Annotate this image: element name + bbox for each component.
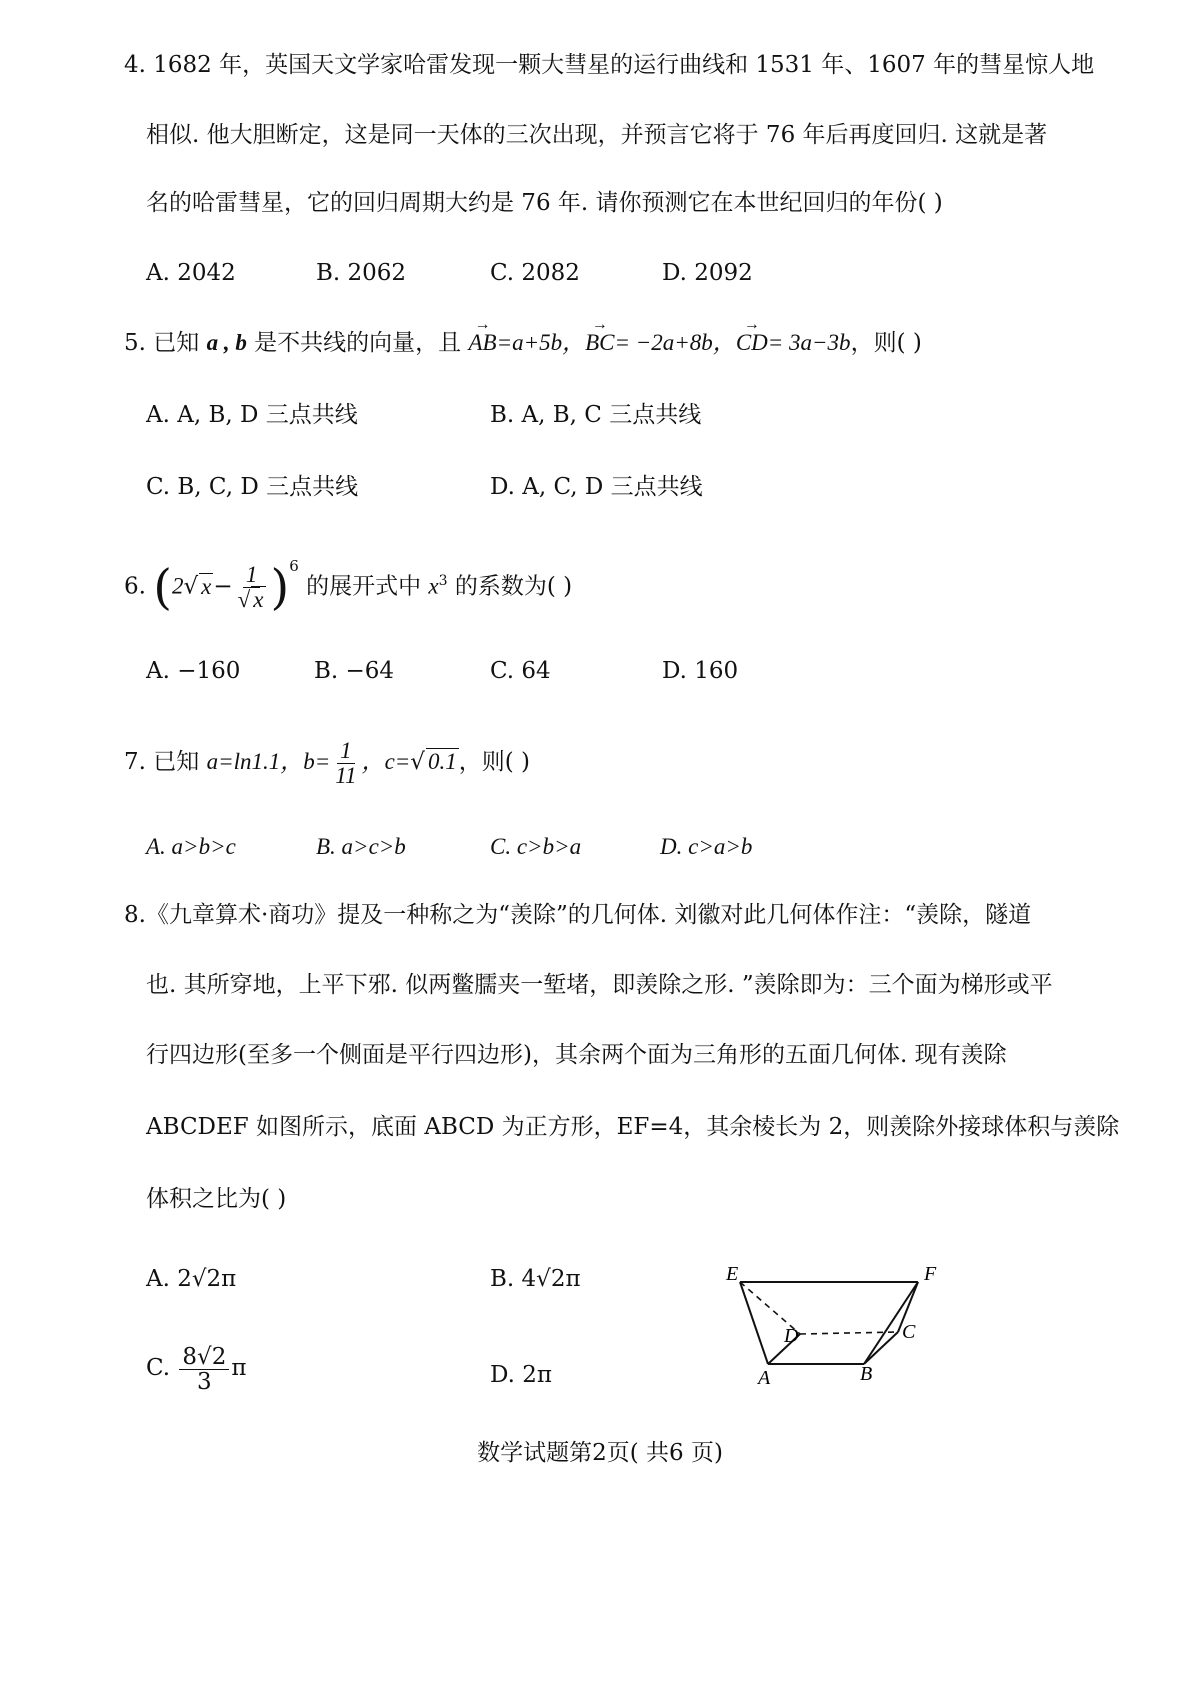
q5-prefix: 5. 已知	[124, 330, 207, 356]
q4-option-d: D. 2092	[662, 260, 753, 286]
q8-option-c-pi: π	[231, 1355, 247, 1381]
q7-prefix: 7. 已知	[124, 749, 207, 775]
q7-b-den: 11	[335, 762, 357, 788]
q5-AB-expr: =a+5b，	[496, 330, 586, 355]
q6-option-b: B. −64	[314, 658, 395, 684]
q4-option-a: A. 2042	[146, 260, 236, 286]
label-A: A	[758, 1367, 771, 1388]
q5-vector-CD: → CD	[736, 326, 768, 360]
q8-option-c-label: C.	[146, 1355, 171, 1381]
q8-option-b: B. 4√2π	[490, 1266, 581, 1292]
q8-line-4: ABCDEF 如图所示，底面 ABCD 为正方形，EF=4，其余棱长为 2，则羡除外接球体积与羡除	[146, 1114, 1120, 1140]
q5-mid: 是不共线的向量，且	[246, 330, 469, 356]
q6-right-paren: )	[270, 559, 290, 616]
q4-option-b: B. 2062	[316, 260, 407, 286]
label-D: D	[784, 1325, 799, 1347]
q8-option-c-fraction	[179, 1345, 229, 1394]
q5-vector-AB: → AB	[468, 326, 496, 360]
q5-vector-BC: → BC	[585, 326, 614, 360]
q8-line-3: 行四边形(至多一个侧面是平行四边形)，其余两个面为三角形的五面几何体. 现有羡除	[146, 1042, 1007, 1068]
q7-option-d: D. c>a>b	[660, 834, 753, 859]
q8-line-5: 体积之比为( )	[146, 1186, 287, 1212]
q5-BC-expr: = −2a+8b，	[614, 330, 736, 355]
q7-option-b: B. a>c>b	[316, 834, 406, 859]
q5-stem	[124, 326, 922, 360]
q5-option-a: A. A, B, D 三点共线	[146, 402, 358, 428]
q7-a-expr: a=ln1.1，b=	[206, 749, 331, 774]
q8-option-c-den: 3	[197, 1368, 212, 1395]
q6-minus: −	[213, 573, 233, 600]
label-B: B	[860, 1363, 873, 1385]
q5-option-d: D. A, C, D 三点共线	[490, 474, 703, 500]
label-C: C	[902, 1321, 916, 1343]
q6-number: 6.	[124, 573, 146, 600]
edge-EA	[740, 1282, 768, 1364]
q7-b-num: 1	[337, 739, 355, 764]
q4-option-c: C. 2082	[490, 260, 580, 286]
q6-x-base: x	[428, 573, 439, 599]
q6-x-exp: 3	[438, 573, 448, 589]
q6-option-d: D. 160	[662, 658, 739, 684]
page-footer: 数学试题第2页( 共6 页)	[477, 1440, 723, 1466]
q7-c-expr: ，c=	[361, 749, 411, 774]
q4-line-1: 4. 1682 年，英国天文学家哈雷发现一颗大彗星的运行曲线和 1531 年、1607 年的彗星惊人地	[124, 52, 1095, 78]
q7-b-fraction	[332, 739, 359, 788]
q6-text-b: 的系数为( )	[447, 573, 573, 600]
q5-option-c: C. B, C, D 三点共线	[146, 474, 359, 500]
q6-option-a: A. −160	[146, 658, 241, 684]
q7-option-a: A. a>b>c	[146, 834, 236, 859]
q6-coef: 2	[172, 573, 184, 599]
q4-line-2: 相似. 他大胆断定，这是同一天体的三次出现，并预言它将于 76 年后再度回归. 这就是著	[146, 122, 1048, 148]
q5-CD-expr: = 3a−3b	[767, 330, 851, 355]
q7-stem: 7. 已知 a=ln1.1，b= $\frac{1}{11}$ ，c=√ 0.1，则( )	[124, 737, 530, 788]
q8-option-d: D. 2π	[490, 1362, 552, 1388]
q6-left-paren: (	[153, 559, 172, 616]
q8-figure	[722, 1258, 952, 1388]
label-F: F	[924, 1263, 937, 1285]
q6-option-c: C. 64	[490, 658, 551, 684]
q8-option-c-num: 8√2	[179, 1345, 229, 1370]
q8-line-2: 也. 其所穿地，上平下邪. 似两鳖臑夹一堑堵，即羡除之形. ”羡除即为：三个面为梯形或平	[146, 972, 1053, 998]
q8-line-1: 8.《九章算术·商功》提及一种称之为“羡除”的几何体. 刘徽对此几何体作注：“羡除，隧道	[124, 902, 1032, 928]
q6-exponent: 6	[289, 557, 299, 575]
q7-c-radicand: 0.1	[427, 749, 457, 774]
q6-sqrt-x: x	[201, 573, 212, 599]
q6-stem: 6. (2√ x− $\frac{1}{√ x}$ )$^6$ 的展开式中 $x^3$ 的系数为( )	[124, 557, 573, 616]
q5-vectors-ab: a , b	[206, 330, 247, 355]
q8-option-a: A. 2√2π	[146, 1266, 237, 1292]
q4-line-3: 名的哈雷彗星，它的回归周期大约是 76 年. 请你预测它在本世纪回归的年份( )	[146, 190, 943, 216]
label-E: E	[726, 1263, 739, 1285]
q8-option-c	[146, 1340, 246, 1396]
q7-suffix: ，则( )	[458, 749, 530, 775]
q5-suffix: ，则( )	[850, 330, 922, 356]
q6-frac-den: x	[253, 587, 264, 613]
q6-frac-num: 1	[243, 563, 261, 588]
q7-option-c: C. c>b>a	[490, 834, 582, 859]
q6-fraction: $\frac{1}{√ x}$	[237, 562, 264, 613]
q6-text-a: 的展开式中	[306, 573, 429, 600]
q5-option-b: B. A, B, C 三点共线	[490, 402, 702, 428]
